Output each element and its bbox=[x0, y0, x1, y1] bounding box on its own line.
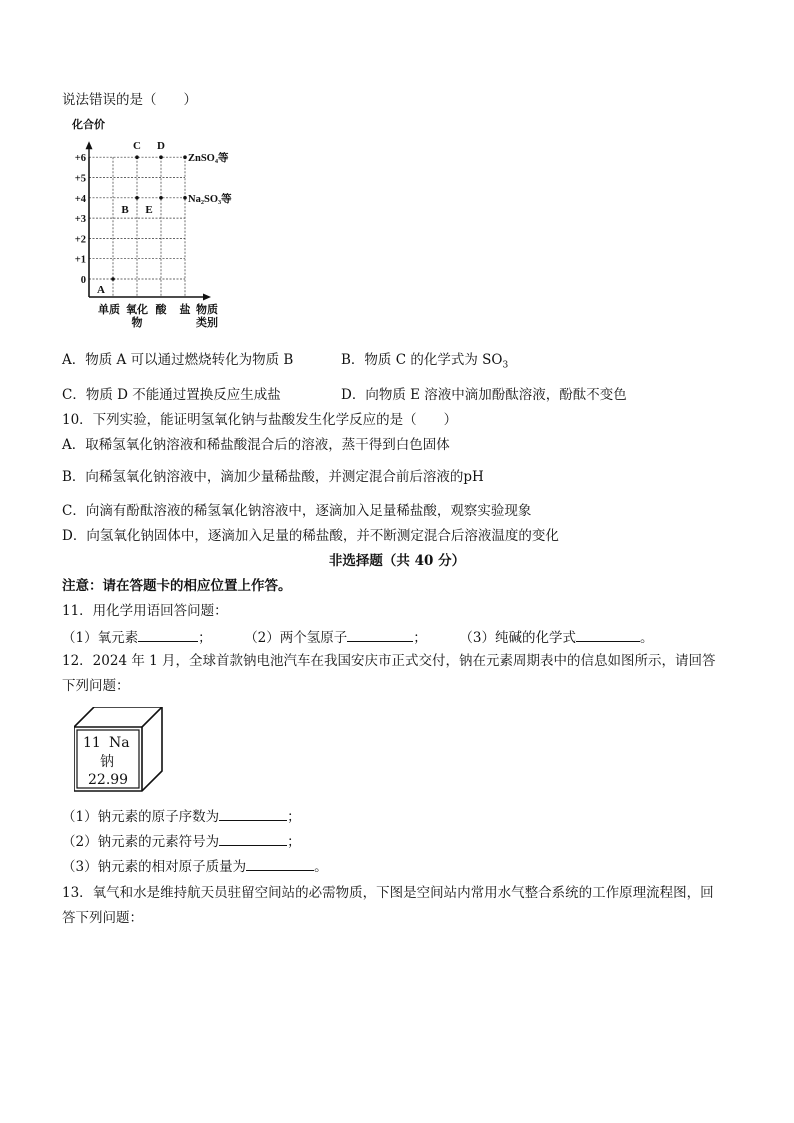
q13-stem-line1: 13．氧气和水是维持航天员驻留空间站的必需物质，下图是空间站内常用水气整合系统的工作原理流程图，回 bbox=[62, 885, 714, 901]
q11-part3-blank[interactable] bbox=[576, 627, 640, 642]
annotation-label-0: ZnSO₄等 bbox=[188, 153, 229, 165]
q12-stem-line1: 12．2024 年 1 月，全球首款钠电池汽车在我国安庆市正式交付，钠在元素周期表中的信息如图所示，请回答 bbox=[62, 653, 716, 669]
y-tick-label: +1 bbox=[74, 254, 86, 266]
annotation-label-1: Na₂SO₃等 bbox=[188, 193, 232, 205]
q11-part2-end: ； bbox=[413, 630, 427, 646]
element-symbol: Na bbox=[109, 735, 130, 751]
q12-part3-blank[interactable] bbox=[246, 856, 314, 871]
y-tick-label: +5 bbox=[74, 173, 86, 185]
element-name: 钠 bbox=[100, 754, 114, 770]
x-tick-label: 物 bbox=[131, 317, 143, 329]
point-label-c: C bbox=[133, 140, 141, 153]
annotation-point bbox=[183, 196, 187, 200]
q9-option-a bbox=[62, 351, 293, 369]
section-note: 注意：请在答题卡的相应位置上作答。 bbox=[62, 578, 292, 594]
q10-option-b: B．向稀氢氧化钠溶液中，滴加少量稀盐酸，并测定混合前后溶液的pH bbox=[62, 469, 484, 485]
q9-option-d: D．向物质 E 溶液中滴加酚酞溶液，酚酞不变色 bbox=[341, 387, 627, 403]
q12-part1-label: （1）钠元素的原子序数为 bbox=[62, 809, 220, 825]
x-axis-arrow bbox=[203, 294, 211, 301]
point-label-a: A bbox=[97, 284, 105, 296]
q9-option-b bbox=[341, 351, 508, 375]
q12-part1-blank[interactable] bbox=[219, 806, 287, 821]
element-atomic-number: 11 bbox=[83, 735, 101, 751]
q12-part2-blank[interactable] bbox=[219, 831, 287, 846]
x-axis-title: 类别 bbox=[196, 317, 218, 329]
q9-stem: 说法错误的是（ ） bbox=[62, 92, 197, 108]
q9-option-b-text: B．物质 C 的化学式为 SO bbox=[341, 352, 503, 368]
q12-part3 bbox=[62, 856, 328, 876]
q11-part1-label: （1）氧元素 bbox=[62, 630, 139, 646]
point-c bbox=[135, 155, 139, 159]
q10-stem: 10．下列实验，能证明氢氧化钠与盐酸发生化学反应的是（ ） bbox=[62, 412, 458, 428]
q11-parts bbox=[62, 627, 653, 647]
q9-option-a-text: A．物质 A 可以通过燃烧转化为物质 B bbox=[62, 352, 294, 368]
point-d bbox=[159, 155, 163, 159]
x-tick-label: 酸 bbox=[155, 304, 167, 316]
point-label-e: E bbox=[145, 203, 153, 216]
sodium-element-cell bbox=[74, 707, 166, 795]
point-b bbox=[135, 196, 139, 200]
annotation-point bbox=[183, 155, 187, 159]
y-tick-label: +4 bbox=[74, 193, 86, 205]
y-tick-label: 0 bbox=[80, 275, 86, 286]
y-axis-title: 化合价 bbox=[72, 119, 105, 131]
x-tick-label: 盐 bbox=[179, 304, 191, 316]
x-tick-label: 氧化 bbox=[126, 304, 148, 316]
q11-part2-label: （2）两个氢原子 bbox=[244, 630, 348, 646]
q11-part3-label: （3）纯碱的化学式 bbox=[459, 630, 576, 646]
element-atomic-mass: 22.99 bbox=[88, 772, 129, 788]
point-label-d: D bbox=[157, 140, 165, 153]
y-tick-label: +2 bbox=[74, 234, 86, 246]
y-tick-label: +6 bbox=[74, 153, 86, 165]
x-axis-title: 物质 bbox=[196, 304, 218, 316]
q12-part2-label: （2）钠元素的元素符号为 bbox=[62, 834, 220, 850]
q10-option-a: A．取稀氢氧化钠溶液和稀盐酸混合后的溶液，蒸干得到白色固体 bbox=[62, 437, 450, 453]
x-tick-label: 单质 bbox=[98, 304, 120, 316]
y-axis-arrow bbox=[86, 141, 93, 149]
q12-part1-end: ； bbox=[287, 809, 301, 825]
q11-part2-blank[interactable] bbox=[347, 627, 413, 642]
y-tick-label: +3 bbox=[74, 214, 86, 226]
q12-part3-label: （3）钠元素的相对原子质量为 bbox=[62, 859, 247, 875]
q11-part1-blank[interactable] bbox=[138, 627, 198, 642]
q13-stem-line2: 答下列问题： bbox=[62, 910, 143, 926]
q12-part3-end: 。 bbox=[314, 859, 328, 875]
q12-part2-end: ； bbox=[287, 834, 301, 850]
q12-part1 bbox=[62, 806, 301, 826]
q11-part1-end: ； bbox=[198, 630, 212, 646]
point-e bbox=[159, 196, 163, 200]
q10-option-c: C．向滴有酚酞溶液的稀氢氧化钠溶液中，逐滴加入足量稀盐酸，观察实验现象 bbox=[62, 503, 532, 519]
q11-part3-end: 。 bbox=[639, 630, 654, 646]
point-label-b: B bbox=[121, 203, 129, 216]
valence-chart bbox=[62, 112, 252, 337]
q12-stem-line2: 下列问题： bbox=[62, 678, 130, 694]
q9-option-b-subscript: 3 bbox=[502, 360, 509, 371]
point-a bbox=[111, 277, 115, 281]
q9-option-c: C．物质 D 不能通过置换反应生成盐 bbox=[62, 387, 281, 403]
q11-stem: 11．用化学用语回答问题： bbox=[62, 603, 228, 619]
q12-part2 bbox=[62, 831, 301, 851]
q10-option-d: D．向氢氧化钠固体中，逐滴加入足量的稀盐酸，并不断测定混合后溶液温度的变化 bbox=[62, 528, 559, 544]
section-title: 非选择题（共 40 分） bbox=[328, 553, 466, 569]
